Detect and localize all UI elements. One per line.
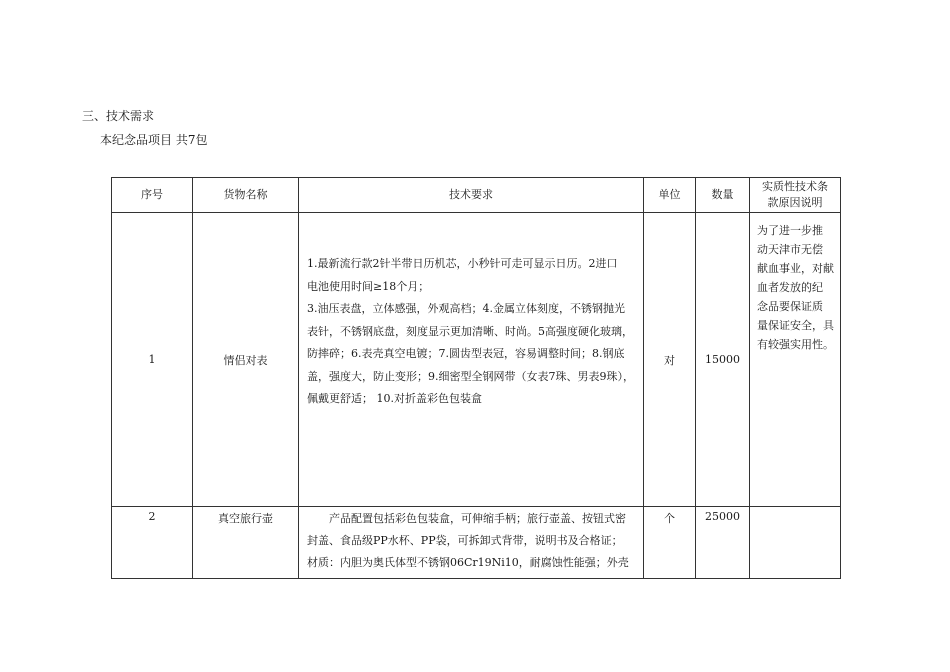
goods-name: 情侣对表 [193,213,299,507]
reason-line: 血者发放的纪 [757,281,823,294]
header-reason-line: 款原因说明 [767,196,823,209]
goods-name: 真空旅行壶 [193,507,299,579]
unit: 对 [644,213,696,507]
header-reason [750,178,841,213]
tech-requirements [299,213,644,507]
reason-explanation [750,213,841,507]
reason-line: 动天津市无偿 [757,243,823,256]
reason-line: 有较强实用性。 [757,338,834,351]
section-heading: 三、技术需求 [82,109,155,123]
header-goods-name: 货物名称 [193,178,299,213]
project-package-note: 本纪念品项目 共7包 [100,133,208,147]
reason-line: 念品要保证质 [757,300,823,313]
header-quantity: 数量 [696,178,750,213]
header-unit: 单位 [644,178,696,213]
requirement-line: 佩戴更舒适； 10.对折盖彩色包装盒 [307,392,482,405]
table-row [112,213,841,507]
table-row [112,507,841,579]
header-tech-requirements: 技术要求 [299,178,644,213]
requirement-line: 防摔碎；6.表壳真空电镀；7.圆齿型表冠，容易调整时间；8.钢底 [307,347,625,360]
requirement-line: 材质：内胆为奥氏体型不锈钢06Cr19Ni10，耐腐蚀性能强；外壳 [307,556,629,569]
tech-requirements [299,507,644,579]
reason-line: 为了进一步推 [757,224,823,237]
requirement-line: 盖，强度大，防止变形；9.细密型全钢网带（女表7珠、男表9珠）， [307,369,634,383]
reason-explanation [750,507,841,579]
reason-line: 献血事业，对献 [757,262,834,275]
requirement-line: 电池使用时间≥18个月； [307,279,430,293]
quantity: 15000 [696,213,750,507]
reason-line: 量保证安全，具 [757,319,834,332]
requirement-line: 3.油压表盘，立体感强，外观高档；4.金属立体刻度，不锈钢抛光 [307,302,625,315]
requirement-line: 封盖、食品级PP水杯、PP袋，可拆卸式背带，说明书及合格证； [307,534,623,547]
requirement-line: 1.最新流行款2针半带日历机芯，小秒针可走可显示日历。2进口 [307,257,618,270]
header-index: 序号 [112,178,193,213]
quantity: 25000 [696,507,750,579]
row-index: 2 [112,507,193,579]
row-index: 1 [112,213,193,507]
requirement-line: 产品配置包括彩色包装盒，可伸缩手柄；旅行壶盖、按钮式密 [329,512,626,525]
header-reason-line: 实质性技术条 [762,180,828,193]
requirement-line: 表针，不锈钢底盘，刻度显示更加清晰、时尚。5高强度硬化玻璃， [307,324,633,338]
unit: 个 [644,507,696,579]
technical-requirements-table [111,177,841,579]
table-header-row [112,178,841,213]
